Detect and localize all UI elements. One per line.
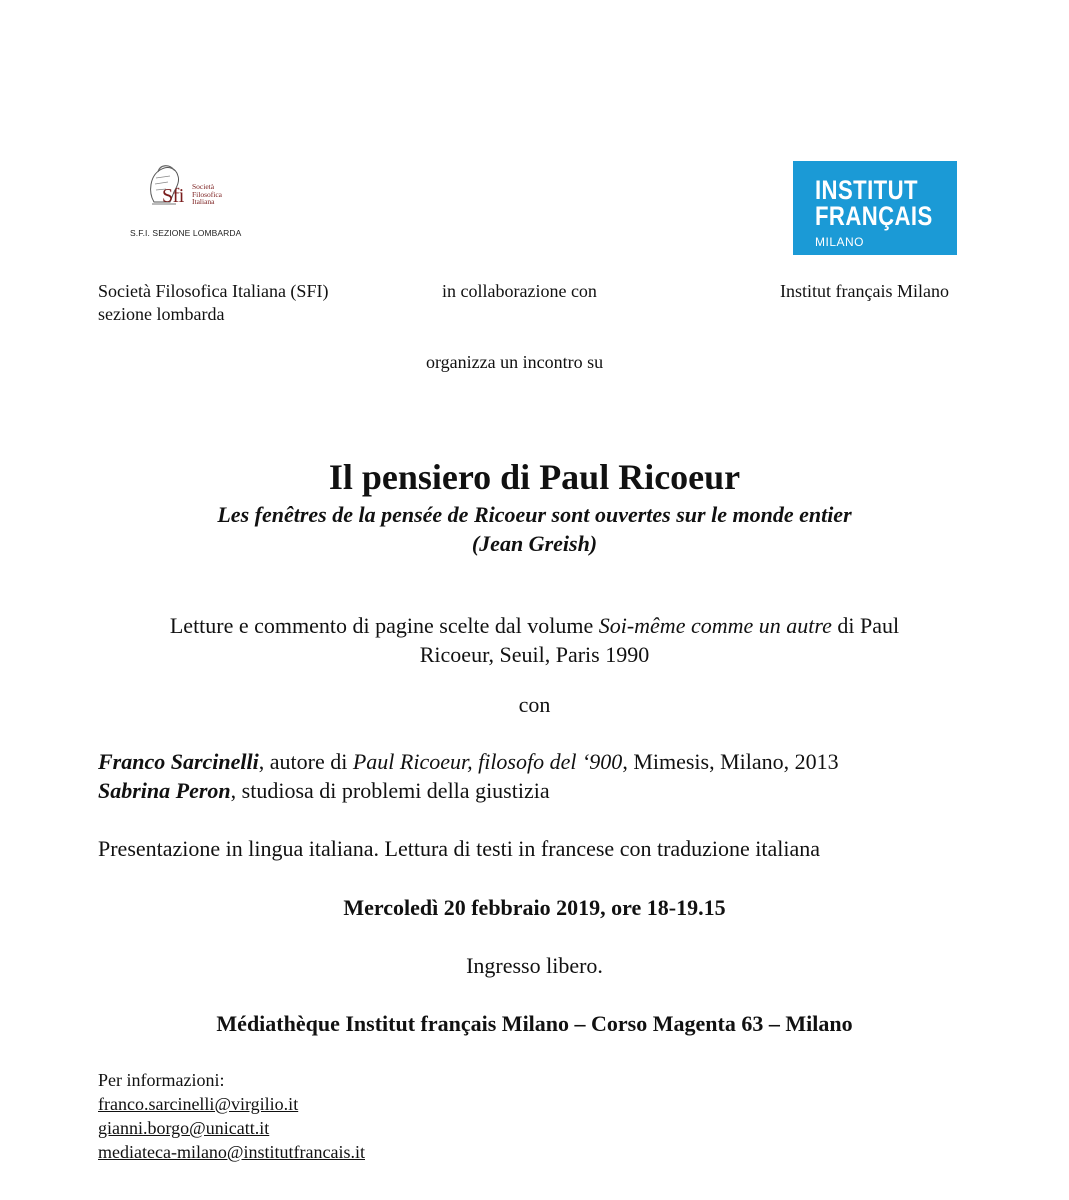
logo-line-francais: FRANÇAIS (815, 201, 933, 231)
email-link-borgo[interactable]: gianni.borgo@unicatt.it (98, 1118, 270, 1138)
sfi-logo (130, 162, 260, 242)
event-date: Mercoledì 20 febbraio 2019, ore 18-19.15 (343, 895, 726, 920)
description-line2: Ricoeur, Seuil, Paris 1990 (419, 642, 650, 667)
sfi-small-text: Società Filosofica Italiana (192, 182, 222, 206)
book-title: Soi-même comme un autre (598, 613, 832, 638)
speaker-item: Franco Sarcinelli, autore di Paul Ricoeur, filosofo del ‘900, Mimesis, Milano, 2013 (98, 749, 839, 774)
ingresso-text: Ingresso libero. (466, 953, 603, 978)
info-block (98, 1068, 365, 1164)
presentation-text: Presentazione in lingua italiana. Lettura di testi in francese con traduzione italiana (98, 836, 821, 861)
email-link-mediateca[interactable]: mediateca-milano@institutfrancais.it (98, 1142, 365, 1162)
organizza-text: organizza un incontro su (426, 352, 604, 372)
subtitle-line2: (Jean Greish) (471, 531, 598, 556)
info-label: Per informazioni: (98, 1070, 225, 1090)
description-line1: Letture e commento di pagine scelte dal volume Soi-même comme un autre di Paul (169, 613, 900, 638)
speaker-list (98, 747, 839, 805)
sfi-caption: S.F.I. SEZIONE LOMBARDA (130, 228, 242, 238)
header-middle: in collaborazione con (442, 281, 597, 301)
speaker-work: Paul Ricoeur, filosofo del ‘900 (352, 749, 623, 774)
speaker-name: Franco Sarcinelli (98, 749, 259, 774)
header-left-line1: Società Filosofica Italiana (SFI) (98, 281, 329, 301)
event-location: Médiathèque Institut français Milano – Corso Magenta 63 – Milano (216, 1011, 853, 1036)
sfi-mark: Sfi (162, 185, 184, 207)
email-link-sarcinelli[interactable]: franco.sarcinelli@virgilio.it (98, 1094, 299, 1114)
logo-line-milano: MILANO (815, 235, 865, 249)
description (0, 611, 1069, 669)
speaker-name: Sabrina Peron (98, 778, 231, 803)
con-text: con (518, 692, 551, 717)
page-title: Il pensiero di Paul Ricoeur (328, 457, 741, 497)
header-right: Institut français Milano (780, 281, 949, 301)
header-left (98, 280, 328, 326)
logo-line-institut: INSTITUT (815, 175, 918, 205)
header-left-line2: sezione lombarda (98, 304, 225, 324)
subtitle (0, 500, 1069, 558)
subtitle-line1: Les fenêtres de la pensée de Ricoeur sont ouvertes sur le monde entier (217, 502, 852, 527)
speaker-item: Sabrina Peron, studiosa di problemi della giustizia (98, 778, 550, 803)
institut-francais-logo (793, 161, 957, 255)
